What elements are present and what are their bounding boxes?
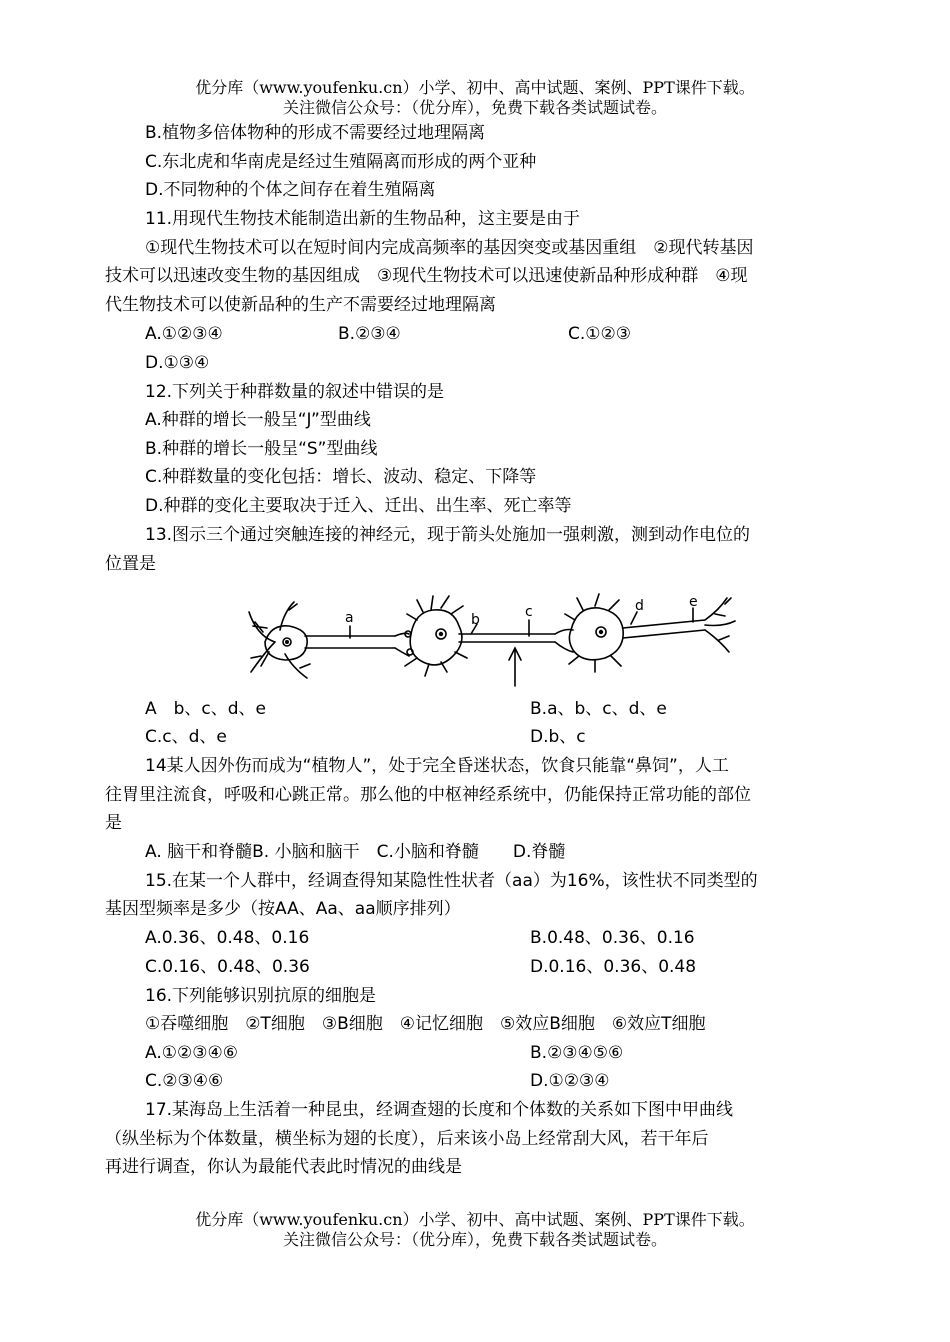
q14-stem-line-2: 往胃里注流食，呼吸和心跳正常。那么他的中枢神经系统中，仍能保持正常功能的部位 bbox=[105, 785, 751, 805]
q15-option-b: B.0.48、0.36、0.16 bbox=[530, 928, 695, 948]
q10-option-b: B.植物多倍体物种的形成不需要经过地理隔离 bbox=[145, 123, 486, 143]
q15-option-a: A.0.36、0.48、0.16 bbox=[145, 928, 310, 948]
q12-option-c: C.种群数量的变化包括：增长、波动、稳定、下降等 bbox=[145, 467, 537, 487]
q13-stem-line-1: 13.图示三个通过突触连接的神经元，现于箭头处施加一强刺激，测到动作电位的 bbox=[145, 525, 751, 545]
q16-option-d: D.①②③④ bbox=[530, 1071, 610, 1091]
q14-stem-line-1: 14某人因外伤而成为“植物人”，处于完全昏迷状态，饮食只能靠“鼻饲”，人工 bbox=[145, 756, 729, 776]
page-header-line-1: 优分库（www.youfenku.cn）小学、初中、高中试题、案例、PPT课件下载。 bbox=[195, 78, 755, 97]
q16-option-b: B.②③④⑤⑥ bbox=[530, 1043, 624, 1063]
q15-stem-line-1: 15.在某一个人群中，经调查得知某隐性性状者（aa）为16%，该性状不同类型的 bbox=[145, 871, 758, 891]
q16-option-c: C.②③④⑥ bbox=[145, 1071, 224, 1091]
neuron-3 bbox=[555, 594, 735, 672]
q12-option-b: B.种群的增长一般呈“S”型曲线 bbox=[145, 439, 378, 459]
q15-option-c: C.0.16、0.48、0.36 bbox=[145, 957, 310, 977]
q13-option-a: A b、c、d、e bbox=[145, 699, 267, 719]
q11-option-c: C.①②③ bbox=[568, 324, 631, 344]
q13-option-b: B.a、b、c、d、e bbox=[530, 699, 667, 719]
q13-stem-line-2: 位置是 bbox=[105, 554, 156, 574]
q11-option-a: A.①②③④ bbox=[145, 324, 223, 344]
label-c: c bbox=[525, 604, 533, 620]
q10-option-d: D.不同物种的个体之间存在着生殖隔离 bbox=[145, 180, 436, 200]
page-header-line-2: 关注微信公众号：（优分库），免费下载各类试题试卷。 bbox=[282, 98, 667, 117]
q12-stem: 12.下列关于种群数量的叙述中错误的是 bbox=[145, 382, 445, 402]
q11-statement-line-1: ①现代生物技术可以在短时间内完成高频率的基因突变或基因重组 ②现代转基因 bbox=[145, 238, 754, 258]
label-a: a bbox=[345, 610, 354, 626]
q17-stem-line-3: 再进行调查，你认为最能代表此时情况的曲线是 bbox=[105, 1157, 462, 1177]
q15-option-d: D.0.16、0.36、0.48 bbox=[530, 957, 697, 977]
q13-option-c: C.c、d、e bbox=[145, 727, 227, 747]
page-footer-line-2: 关注微信公众号：（优分库），免费下载各类试题试卷。 bbox=[282, 1230, 667, 1249]
q12-option-d: D.种群的变化主要取决于迁入、迁出、出生率、死亡率等 bbox=[145, 496, 572, 516]
stimulus-arrow bbox=[509, 648, 521, 686]
q10-option-c: C.东北虎和华南虎是经过生殖隔离而形成的两个亚种 bbox=[145, 152, 537, 172]
q14-stem-line-3: 是 bbox=[105, 813, 122, 833]
q16-stem: 16.下列能够识别抗原的细胞是 bbox=[145, 986, 377, 1006]
q11-option-b: B.②③④ bbox=[338, 324, 401, 344]
label-d: d bbox=[635, 598, 644, 614]
q11-option-d: D.①③④ bbox=[145, 353, 210, 373]
label-b: b bbox=[471, 612, 480, 628]
q17-stem-line-1: 17.某海岛上生活着一种昆虫，经调查翅的长度和个体数的关系如下图中甲曲线 bbox=[145, 1100, 734, 1120]
q11-statement-line-2: 技术可以迅速改变生物的基因组成 ③现代生物技术可以迅速使新品种形成种群 ④现 bbox=[105, 266, 748, 286]
q16-option-a: A.①②③④⑥ bbox=[145, 1043, 238, 1063]
label-e: e bbox=[689, 594, 698, 610]
q17-stem-line-2: （纵坐标为个体数量，横坐标为翅的长度），后来该小岛上经常刮大风，若干年后 bbox=[105, 1129, 709, 1149]
q15-stem-line-2: 基因型频率是多少（按AA、Aa、aa顺序排列） bbox=[105, 899, 461, 919]
neuron-1 bbox=[249, 602, 395, 678]
q14-options: A. 脑干和脊髓B. 小脑和脑干 C.小脑和脊髓 D.脊髓 bbox=[145, 842, 566, 862]
q12-option-a: A.种群的增长一般呈“J”型曲线 bbox=[145, 410, 371, 430]
q11-stem: 11.用现代生物技术能制造出新的生物品种，这主要是由于 bbox=[145, 209, 581, 229]
page-footer-line-1: 优分库（www.youfenku.cn）小学、初中、高中试题、案例、PPT课件下载。 bbox=[195, 1210, 755, 1229]
q13-option-d: D.b、c bbox=[530, 727, 586, 747]
q16-items: ①吞噬细胞 ②T细胞 ③B细胞 ④记忆细胞 ⑤效应B细胞 ⑥效应T细胞 bbox=[145, 1014, 706, 1034]
neuron-diagram bbox=[245, 590, 745, 690]
q11-statement-line-3: 代生物技术可以使新品种的生产不需要经过地理隔离 bbox=[105, 295, 496, 315]
